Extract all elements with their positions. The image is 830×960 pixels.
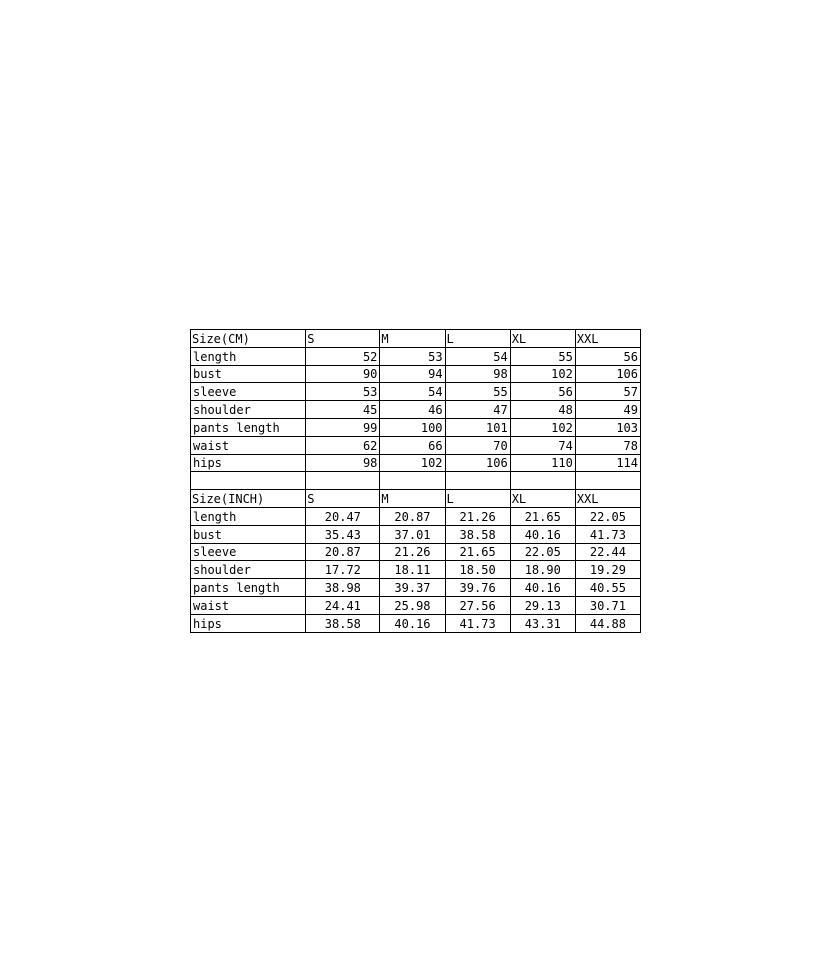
cell-value: 74 [510, 436, 575, 454]
cm-row-sleeve [191, 383, 641, 401]
cm-row-shoulder [191, 401, 641, 419]
cell-value: 27.56 [445, 596, 510, 614]
cell-value: 18.50 [445, 561, 510, 579]
cell-value: 20.87 [380, 507, 445, 525]
cell-value: 56 [575, 347, 640, 365]
empty-cell [510, 472, 575, 490]
cell-value: 94 [380, 365, 445, 383]
inch-row-pants-length [191, 579, 641, 597]
inch-header-size-s: S [306, 490, 380, 508]
cell-value: 101 [445, 418, 510, 436]
row-label: length [191, 347, 306, 365]
cm-header-size-s: S [306, 330, 380, 348]
cell-value: 19.29 [575, 561, 640, 579]
cell-value: 90 [306, 365, 380, 383]
cell-value: 110 [510, 454, 575, 472]
cell-value: 37.01 [380, 525, 445, 543]
cell-value: 21.65 [510, 507, 575, 525]
cm-row-waist [191, 436, 641, 454]
cell-value: 30.71 [575, 596, 640, 614]
inch-header-size-xl: XL [510, 490, 575, 508]
row-label: sleeve [191, 383, 306, 401]
cell-value: 25.98 [380, 596, 445, 614]
cell-value: 56 [510, 383, 575, 401]
cell-value: 41.73 [575, 525, 640, 543]
row-label: hips [191, 614, 306, 632]
cell-value: 52 [306, 347, 380, 365]
cm-row-hips [191, 454, 641, 472]
cell-value: 54 [380, 383, 445, 401]
row-label: length [191, 507, 306, 525]
inch-header-size-l: L [445, 490, 510, 508]
empty-cell [445, 472, 510, 490]
cell-value: 57 [575, 383, 640, 401]
cell-value: 45 [306, 401, 380, 419]
cell-value: 41.73 [445, 614, 510, 632]
cell-value: 53 [306, 383, 380, 401]
inch-header-size-m: M [380, 490, 445, 508]
row-label: pants length [191, 579, 306, 597]
cell-value: 46 [380, 401, 445, 419]
cell-value: 100 [380, 418, 445, 436]
cell-value: 18.11 [380, 561, 445, 579]
inch-row-shoulder [191, 561, 641, 579]
cell-value: 102 [510, 365, 575, 383]
cell-value: 40.16 [380, 614, 445, 632]
cell-value: 22.44 [575, 543, 640, 561]
cell-value: 38.58 [306, 614, 380, 632]
cell-value: 43.31 [510, 614, 575, 632]
cell-value: 22.05 [510, 543, 575, 561]
row-label: hips [191, 454, 306, 472]
cm-header-size-xxl: XXL [575, 330, 640, 348]
empty-cell [191, 472, 306, 490]
row-label: waist [191, 436, 306, 454]
cell-value: 44.88 [575, 614, 640, 632]
cell-value: 47 [445, 401, 510, 419]
cell-value: 38.58 [445, 525, 510, 543]
inch-header-row [191, 490, 641, 508]
cell-value: 98 [445, 365, 510, 383]
cell-value: 21.26 [445, 507, 510, 525]
cell-value: 18.90 [510, 561, 575, 579]
cell-value: 66 [380, 436, 445, 454]
cm-row-length [191, 347, 641, 365]
cell-value: 70 [445, 436, 510, 454]
cm-header-size-m: M [380, 330, 445, 348]
cell-value: 22.05 [575, 507, 640, 525]
row-label: bust [191, 365, 306, 383]
cell-value: 102 [380, 454, 445, 472]
cell-value: 40.16 [510, 579, 575, 597]
cm-row-bust [191, 365, 641, 383]
inch-header-label: Size(INCH) [191, 490, 306, 508]
cm-row-pants-length [191, 418, 641, 436]
cell-value: 24.41 [306, 596, 380, 614]
cell-value: 17.72 [306, 561, 380, 579]
cell-value: 39.76 [445, 579, 510, 597]
cell-value: 53 [380, 347, 445, 365]
cell-value: 78 [575, 436, 640, 454]
cell-value: 39.37 [380, 579, 445, 597]
row-label: shoulder [191, 561, 306, 579]
cm-header-row [191, 330, 641, 348]
cm-header-size-l: L [445, 330, 510, 348]
cell-value: 114 [575, 454, 640, 472]
cell-value: 29.13 [510, 596, 575, 614]
cell-value: 99 [306, 418, 380, 436]
cell-value: 20.87 [306, 543, 380, 561]
cell-value: 106 [445, 454, 510, 472]
inch-row-waist [191, 596, 641, 614]
cm-header-size-xl: XL [510, 330, 575, 348]
empty-cell [306, 472, 380, 490]
cell-value: 62 [306, 436, 380, 454]
empty-cell [575, 472, 640, 490]
row-label: waist [191, 596, 306, 614]
cell-value: 55 [445, 383, 510, 401]
cell-value: 102 [510, 418, 575, 436]
cell-value: 38.98 [306, 579, 380, 597]
empty-cell [380, 472, 445, 490]
inch-header-size-xxl: XXL [575, 490, 640, 508]
cell-value: 35.43 [306, 525, 380, 543]
inch-row-length [191, 507, 641, 525]
cell-value: 54 [445, 347, 510, 365]
size-chart-table [190, 329, 641, 633]
cell-value: 21.26 [380, 543, 445, 561]
cell-value: 103 [575, 418, 640, 436]
inch-row-hips [191, 614, 641, 632]
cell-value: 48 [510, 401, 575, 419]
row-label: bust [191, 525, 306, 543]
cell-value: 40.16 [510, 525, 575, 543]
inch-row-sleeve [191, 543, 641, 561]
row-label: sleeve [191, 543, 306, 561]
cell-value: 106 [575, 365, 640, 383]
cell-value: 21.65 [445, 543, 510, 561]
row-label: pants length [191, 418, 306, 436]
row-label: shoulder [191, 401, 306, 419]
cell-value: 20.47 [306, 507, 380, 525]
cell-value: 55 [510, 347, 575, 365]
cell-value: 40.55 [575, 579, 640, 597]
spacer-row [191, 472, 641, 490]
inch-row-bust [191, 525, 641, 543]
size-chart-sheet [190, 329, 641, 633]
cm-header-label: Size(CM) [191, 330, 306, 348]
cell-value: 98 [306, 454, 380, 472]
cell-value: 49 [575, 401, 640, 419]
